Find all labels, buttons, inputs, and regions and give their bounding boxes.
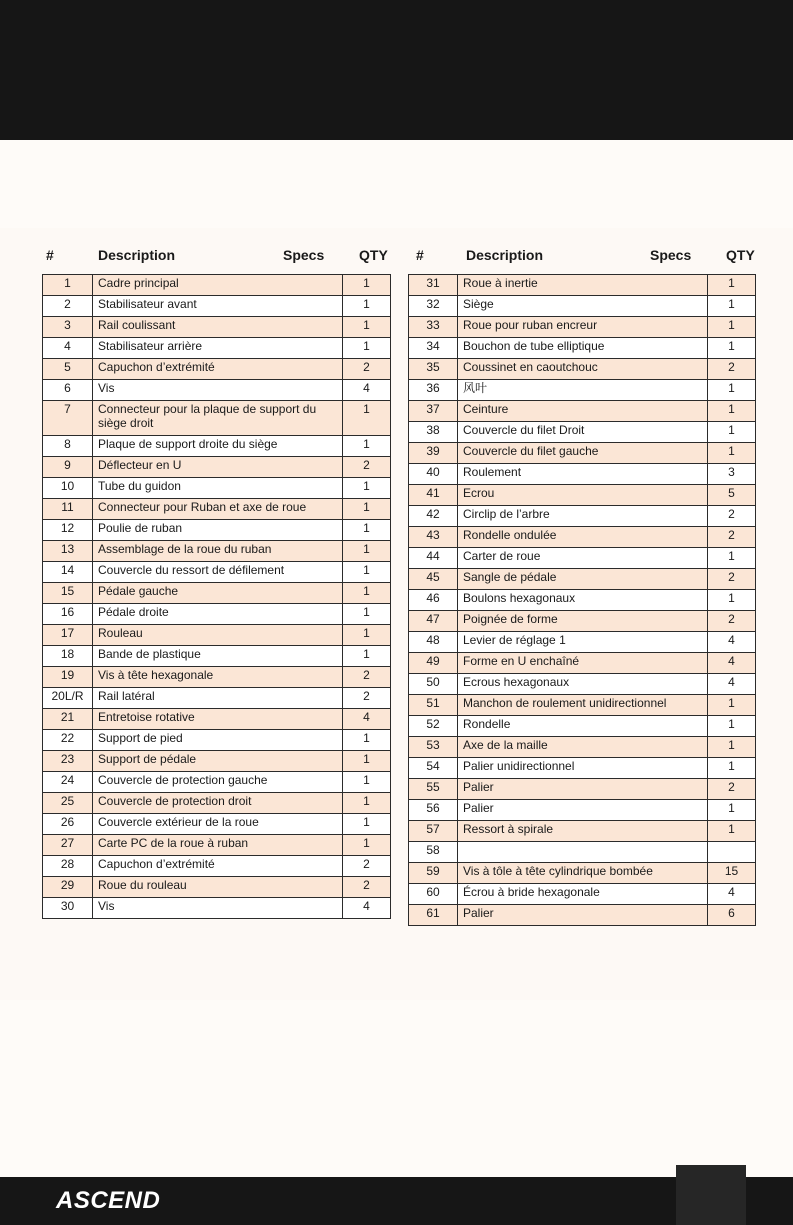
part-description: Ceinture bbox=[458, 401, 708, 422]
part-number: 13 bbox=[43, 541, 93, 562]
part-quantity: 1 bbox=[343, 646, 391, 667]
part-quantity: 4 bbox=[708, 632, 756, 653]
parts-list-header bbox=[408, 244, 755, 274]
table-row bbox=[409, 359, 756, 380]
parts-table bbox=[42, 274, 391, 919]
part-description: Couvercle de protection droit bbox=[93, 793, 343, 814]
part-description: Couvercle de protection gauche bbox=[93, 772, 343, 793]
part-number: 12 bbox=[43, 520, 93, 541]
table-row bbox=[43, 317, 391, 338]
part-number: 49 bbox=[409, 653, 458, 674]
page-number-tab bbox=[676, 1165, 746, 1225]
part-quantity: 4 bbox=[343, 898, 391, 919]
table-row bbox=[409, 821, 756, 842]
part-quantity: 15 bbox=[708, 863, 756, 884]
part-number: 58 bbox=[409, 842, 458, 863]
part-number: 48 bbox=[409, 632, 458, 653]
part-number: 28 bbox=[43, 856, 93, 877]
table-row bbox=[409, 485, 756, 506]
part-number: 60 bbox=[409, 884, 458, 905]
part-number: 29 bbox=[43, 877, 93, 898]
part-number: 26 bbox=[43, 814, 93, 835]
part-description: Roue pour ruban encreur bbox=[458, 317, 708, 338]
table-row bbox=[43, 772, 391, 793]
part-quantity: 1 bbox=[343, 793, 391, 814]
part-quantity: 1 bbox=[343, 338, 391, 359]
table-row bbox=[43, 380, 391, 401]
part-number: 18 bbox=[43, 646, 93, 667]
part-number: 47 bbox=[409, 611, 458, 632]
part-quantity: 1 bbox=[343, 436, 391, 457]
part-quantity bbox=[708, 842, 756, 863]
part-description: Entretoise rotative bbox=[93, 709, 343, 730]
part-description: Palier bbox=[458, 800, 708, 821]
table-row bbox=[409, 338, 756, 359]
part-number: 38 bbox=[409, 422, 458, 443]
part-number: 17 bbox=[43, 625, 93, 646]
part-number: 59 bbox=[409, 863, 458, 884]
part-number: 55 bbox=[409, 779, 458, 800]
part-description: Support de pédale bbox=[93, 751, 343, 772]
table-row bbox=[409, 716, 756, 737]
part-description: Rail latéral bbox=[93, 688, 343, 709]
part-description: Circlip de l’arbre bbox=[458, 506, 708, 527]
part-quantity: 2 bbox=[708, 359, 756, 380]
part-number: 51 bbox=[409, 695, 458, 716]
brand-logo: ASCEND bbox=[56, 1187, 161, 1214]
part-number: 54 bbox=[409, 758, 458, 779]
part-description: Axe de la maille bbox=[458, 737, 708, 758]
header-description: Description bbox=[98, 247, 176, 263]
table-row bbox=[409, 842, 756, 863]
part-description: Support de pied bbox=[93, 730, 343, 751]
header-description: Description bbox=[466, 247, 544, 263]
part-quantity: 1 bbox=[343, 772, 391, 793]
table-row bbox=[43, 520, 391, 541]
table-row bbox=[43, 646, 391, 667]
table-row bbox=[43, 751, 391, 772]
part-description: Palier unidirectionnel bbox=[458, 758, 708, 779]
part-quantity: 1 bbox=[343, 541, 391, 562]
top-header-bar bbox=[0, 0, 793, 140]
part-number: 53 bbox=[409, 737, 458, 758]
part-description: Déflecteur en U bbox=[93, 457, 343, 478]
header-specs: Specs bbox=[650, 247, 692, 263]
part-number: 43 bbox=[409, 527, 458, 548]
part-quantity: 4 bbox=[343, 709, 391, 730]
part-description: Plaque de support droite du siège bbox=[93, 436, 343, 457]
part-quantity: 4 bbox=[708, 884, 756, 905]
part-number: 4 bbox=[43, 338, 93, 359]
table-row bbox=[43, 338, 391, 359]
part-quantity: 1 bbox=[343, 499, 391, 520]
part-description: Pédale droite bbox=[93, 604, 343, 625]
part-number: 23 bbox=[43, 751, 93, 772]
part-description: Assemblage de la roue du ruban bbox=[93, 541, 343, 562]
part-quantity: 1 bbox=[708, 821, 756, 842]
table-row bbox=[409, 800, 756, 821]
part-quantity: 1 bbox=[708, 317, 756, 338]
part-description: Coussinet en caoutchouc bbox=[458, 359, 708, 380]
part-quantity: 1 bbox=[708, 758, 756, 779]
part-number: 41 bbox=[409, 485, 458, 506]
parts-table bbox=[408, 274, 756, 926]
header-specs: Specs bbox=[283, 247, 325, 263]
part-quantity: 1 bbox=[343, 562, 391, 583]
part-quantity: 1 bbox=[343, 814, 391, 835]
table-row bbox=[43, 604, 391, 625]
part-number: 15 bbox=[43, 583, 93, 604]
footer-bar bbox=[0, 1177, 793, 1225]
part-number: 45 bbox=[409, 569, 458, 590]
parts-list-right bbox=[408, 244, 755, 926]
table-row bbox=[43, 877, 391, 898]
part-description: Rondelle bbox=[458, 716, 708, 737]
table-row bbox=[43, 457, 391, 478]
part-number: 19 bbox=[43, 667, 93, 688]
part-quantity: 1 bbox=[343, 604, 391, 625]
part-number: 22 bbox=[43, 730, 93, 751]
part-description: Vis à tôle à tête cylindrique bombée bbox=[458, 863, 708, 884]
part-quantity: 4 bbox=[343, 380, 391, 401]
table-row bbox=[409, 779, 756, 800]
part-quantity: 1 bbox=[708, 548, 756, 569]
part-quantity: 4 bbox=[708, 674, 756, 695]
table-row bbox=[409, 527, 756, 548]
part-description: Roulement bbox=[458, 464, 708, 485]
part-number: 61 bbox=[409, 905, 458, 926]
part-quantity: 1 bbox=[708, 275, 756, 296]
part-description: Ressort à spirale bbox=[458, 821, 708, 842]
part-number: 32 bbox=[409, 296, 458, 317]
part-quantity: 2 bbox=[708, 611, 756, 632]
part-description: Capuchon d’extrémité bbox=[93, 856, 343, 877]
table-row bbox=[43, 478, 391, 499]
part-description: Poignée de forme bbox=[458, 611, 708, 632]
part-quantity: 2 bbox=[708, 506, 756, 527]
part-quantity: 3 bbox=[708, 464, 756, 485]
part-description: Vis bbox=[93, 898, 343, 919]
part-quantity: 1 bbox=[708, 338, 756, 359]
part-description: Couvercle du ressort de défilement bbox=[93, 562, 343, 583]
part-quantity: 1 bbox=[708, 401, 756, 422]
part-description: Écrou à bride hexagonale bbox=[458, 884, 708, 905]
part-description: Tube du guidon bbox=[93, 478, 343, 499]
part-description: Roue du rouleau bbox=[93, 877, 343, 898]
part-quantity: 1 bbox=[708, 296, 756, 317]
header-qty: QTY bbox=[726, 247, 755, 263]
table-row bbox=[409, 695, 756, 716]
part-quantity: 1 bbox=[343, 625, 391, 646]
table-row bbox=[43, 275, 391, 296]
part-number: 56 bbox=[409, 800, 458, 821]
part-quantity: 1 bbox=[343, 296, 391, 317]
part-description: Carter de roue bbox=[458, 548, 708, 569]
part-number: 37 bbox=[409, 401, 458, 422]
table-row bbox=[43, 730, 391, 751]
part-description bbox=[458, 842, 708, 863]
table-row bbox=[43, 688, 391, 709]
part-description: Pédale gauche bbox=[93, 583, 343, 604]
part-description: Capuchon d’extrémité bbox=[93, 359, 343, 380]
part-quantity: 1 bbox=[708, 737, 756, 758]
part-number: 30 bbox=[43, 898, 93, 919]
part-quantity: 1 bbox=[343, 401, 391, 436]
part-quantity: 1 bbox=[343, 275, 391, 296]
part-quantity: 1 bbox=[708, 422, 756, 443]
table-row bbox=[409, 506, 756, 527]
table-row bbox=[409, 317, 756, 338]
part-description: Connecteur pour Ruban et axe de roue bbox=[93, 499, 343, 520]
table-row bbox=[409, 422, 756, 443]
part-description: Vis à tête hexagonale bbox=[93, 667, 343, 688]
table-row bbox=[43, 709, 391, 730]
table-row bbox=[43, 583, 391, 604]
part-description: Stabilisateur arrière bbox=[93, 338, 343, 359]
table-row bbox=[43, 562, 391, 583]
table-row bbox=[409, 611, 756, 632]
table-row bbox=[43, 296, 391, 317]
table-row bbox=[43, 814, 391, 835]
part-number: 52 bbox=[409, 716, 458, 737]
part-description: Stabilisateur avant bbox=[93, 296, 343, 317]
part-quantity: 1 bbox=[708, 380, 756, 401]
part-description: Vis bbox=[93, 380, 343, 401]
part-quantity: 6 bbox=[708, 905, 756, 926]
part-quantity: 1 bbox=[343, 730, 391, 751]
part-number: 1 bbox=[43, 275, 93, 296]
part-description: Ecrou bbox=[458, 485, 708, 506]
part-description: Sangle de pédale bbox=[458, 569, 708, 590]
table-row bbox=[409, 884, 756, 905]
header-number: # bbox=[416, 247, 424, 263]
part-number: 16 bbox=[43, 604, 93, 625]
part-number: 39 bbox=[409, 443, 458, 464]
part-description: Palier bbox=[458, 905, 708, 926]
part-number: 5 bbox=[43, 359, 93, 380]
part-quantity: 5 bbox=[708, 485, 756, 506]
part-quantity: 2 bbox=[708, 779, 756, 800]
part-quantity: 2 bbox=[343, 688, 391, 709]
table-row bbox=[43, 541, 391, 562]
part-description: Bouchon de tube elliptique bbox=[458, 338, 708, 359]
part-number: 57 bbox=[409, 821, 458, 842]
table-row bbox=[409, 569, 756, 590]
table-row bbox=[409, 464, 756, 485]
part-description: Ecrous hexagonaux bbox=[458, 674, 708, 695]
part-number: 6 bbox=[43, 380, 93, 401]
part-number: 40 bbox=[409, 464, 458, 485]
table-row bbox=[409, 758, 756, 779]
part-quantity: 1 bbox=[708, 716, 756, 737]
part-description: Rouleau bbox=[93, 625, 343, 646]
part-number: 42 bbox=[409, 506, 458, 527]
part-description: 风叶 bbox=[458, 380, 708, 401]
part-number: 14 bbox=[43, 562, 93, 583]
part-description: Connecteur pour la plaque de support du siège droit bbox=[93, 401, 343, 436]
part-description: Couvercle extérieur de la roue bbox=[93, 814, 343, 835]
table-row bbox=[43, 856, 391, 877]
part-quantity: 2 bbox=[708, 569, 756, 590]
part-number: 31 bbox=[409, 275, 458, 296]
part-quantity: 4 bbox=[708, 653, 756, 674]
part-description: Couvercle du filet gauche bbox=[458, 443, 708, 464]
table-row bbox=[409, 632, 756, 653]
part-number: 8 bbox=[43, 436, 93, 457]
header-qty: QTY bbox=[359, 247, 388, 263]
part-number: 3 bbox=[43, 317, 93, 338]
table-row bbox=[43, 499, 391, 520]
table-row bbox=[409, 653, 756, 674]
parts-list-header bbox=[42, 244, 390, 274]
part-quantity: 1 bbox=[343, 583, 391, 604]
part-number: 11 bbox=[43, 499, 93, 520]
part-number: 36 bbox=[409, 380, 458, 401]
part-number: 34 bbox=[409, 338, 458, 359]
part-quantity: 1 bbox=[708, 695, 756, 716]
part-number: 44 bbox=[409, 548, 458, 569]
table-row bbox=[43, 898, 391, 919]
part-description: Manchon de roulement unidirectionnel bbox=[458, 695, 708, 716]
part-quantity: 1 bbox=[708, 590, 756, 611]
table-row bbox=[409, 443, 756, 464]
part-quantity: 1 bbox=[708, 443, 756, 464]
part-number: 2 bbox=[43, 296, 93, 317]
table-row bbox=[409, 380, 756, 401]
part-number: 9 bbox=[43, 457, 93, 478]
table-row bbox=[43, 793, 391, 814]
part-description: Levier de réglage 1 bbox=[458, 632, 708, 653]
part-description: Couvercle du filet Droit bbox=[458, 422, 708, 443]
table-row bbox=[409, 863, 756, 884]
part-number: 10 bbox=[43, 478, 93, 499]
part-number: 24 bbox=[43, 772, 93, 793]
part-number: 27 bbox=[43, 835, 93, 856]
table-row bbox=[43, 667, 391, 688]
part-description: Bande de plastique bbox=[93, 646, 343, 667]
part-quantity: 2 bbox=[343, 856, 391, 877]
part-number: 20L/R bbox=[43, 688, 93, 709]
table-row bbox=[43, 359, 391, 380]
table-row bbox=[43, 835, 391, 856]
part-number: 21 bbox=[43, 709, 93, 730]
part-quantity: 2 bbox=[343, 667, 391, 688]
part-quantity: 1 bbox=[708, 800, 756, 821]
part-description: Roue à inertie bbox=[458, 275, 708, 296]
table-row bbox=[409, 275, 756, 296]
part-description: Rail coulissant bbox=[93, 317, 343, 338]
part-quantity: 1 bbox=[343, 835, 391, 856]
part-quantity: 2 bbox=[343, 359, 391, 380]
table-row bbox=[409, 674, 756, 695]
table-row bbox=[409, 401, 756, 422]
part-description: Boulons hexagonaux bbox=[458, 590, 708, 611]
table-row bbox=[43, 401, 391, 436]
part-number: 7 bbox=[43, 401, 93, 436]
parts-list-left bbox=[42, 244, 390, 919]
part-number: 50 bbox=[409, 674, 458, 695]
part-quantity: 2 bbox=[343, 877, 391, 898]
table-row bbox=[409, 905, 756, 926]
table-row bbox=[409, 737, 756, 758]
part-quantity: 1 bbox=[343, 317, 391, 338]
part-number: 33 bbox=[409, 317, 458, 338]
header-number: # bbox=[46, 247, 54, 263]
table-row bbox=[43, 436, 391, 457]
part-number: 46 bbox=[409, 590, 458, 611]
part-quantity: 1 bbox=[343, 478, 391, 499]
part-quantity: 1 bbox=[343, 520, 391, 541]
part-description: Poulie de ruban bbox=[93, 520, 343, 541]
part-description: Cadre principal bbox=[93, 275, 343, 296]
part-quantity: 2 bbox=[343, 457, 391, 478]
table-row bbox=[43, 625, 391, 646]
part-number: 25 bbox=[43, 793, 93, 814]
part-quantity: 2 bbox=[708, 527, 756, 548]
part-description: Forme en U enchaîné bbox=[458, 653, 708, 674]
table-row bbox=[409, 590, 756, 611]
table-row bbox=[409, 548, 756, 569]
part-description: Carte PC de la roue à ruban bbox=[93, 835, 343, 856]
part-description: Palier bbox=[458, 779, 708, 800]
part-number: 35 bbox=[409, 359, 458, 380]
part-description: Siège bbox=[458, 296, 708, 317]
table-row bbox=[409, 296, 756, 317]
part-quantity: 1 bbox=[343, 751, 391, 772]
part-description: Rondelle ondulée bbox=[458, 527, 708, 548]
